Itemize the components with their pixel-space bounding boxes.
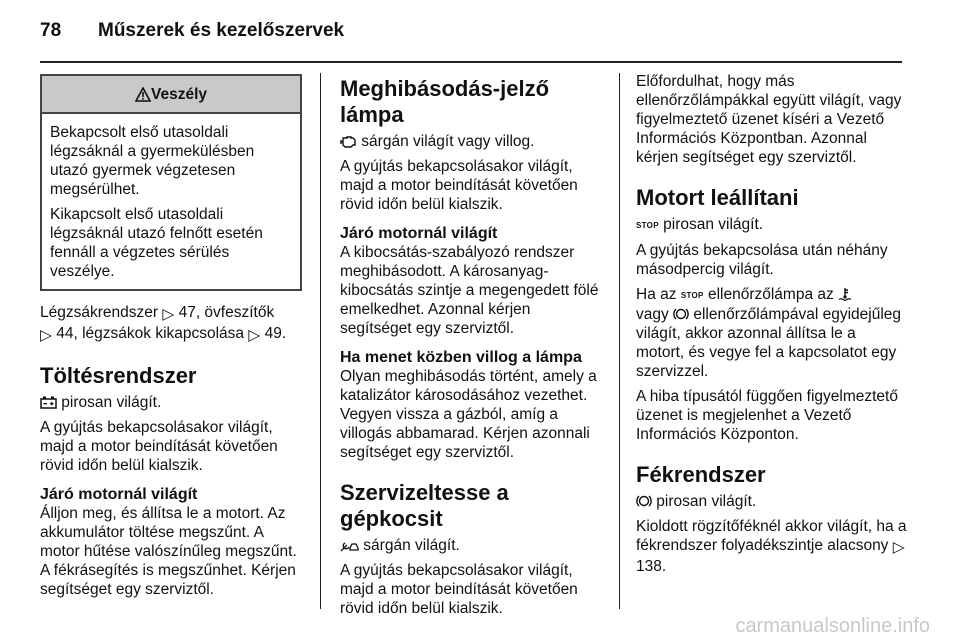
stop-paragraph: A hiba típusától függően figyelmeztető üzenet is megjelenhet a Vezető Információs Központon. — [636, 388, 898, 443]
subheading-engine-running: Járó motornál világít — [340, 225, 498, 242]
charging-paragraph: Álljon meg, és állítsa le a motort. Az akkumulátor töltése megszűnt. A motor hűtése valószínűleg megszűnt. A fékrásegítés is megszűnhet. Kérjen segítséget egy szerviztől. — [40, 505, 297, 598]
coolant-temperature-icon — [838, 287, 852, 301]
malfunction-status-line: sárgán világít vagy villog. — [340, 132, 605, 151]
charging-paragraph: A gyújtás bekapcsolásakor világít, majd a motor beindítását követően rövid időn belül kialszik. — [40, 419, 278, 474]
intro-paragraph: Előfordulhat, hogy más ellenőrzőlámpákkal együtt világít, vagy figyelmeztető üzenet kíséri a Vezető Információs Központban. Azonnal kérjen segítséget egy szerviztől. — [636, 73, 902, 166]
stop-icon: STOP — [680, 291, 704, 300]
service-status-line: sárgán világít. — [340, 536, 605, 555]
column-3 — [636, 72, 908, 582]
battery-icon — [40, 396, 57, 409]
page-header — [40, 14, 344, 48]
watermark: carmanualsonline.info — [735, 615, 930, 637]
subheading-flashing: Ha menet közben villog a lámpa — [340, 349, 582, 366]
stop-paragraph: A gyújtás bekapcsolása után néhány másodpercig világít. — [636, 242, 888, 278]
chapter-title: Műszerek és kezelőszervek — [98, 20, 345, 41]
section-title-service: Szervizeltesse a gépkocsit — [340, 480, 509, 531]
wrench-car-icon — [340, 539, 359, 552]
service-paragraph: A gyújtás bekapcsolásakor világít, majd a motor beindítását követően rövid időn belül kialszik. — [340, 562, 578, 617]
page-ref-arrow-icon: ▷ — [162, 306, 175, 323]
warning-paragraph: Bekapcsolt első utasoldali légzsáknál a gyermekülésben utazó gyermek végzetesen megsérülhet. — [50, 124, 255, 198]
header-divider — [40, 61, 902, 63]
page-ref-arrow-icon: ▷ — [892, 539, 905, 556]
section-title-malfunction: Meghibásodás-jelző lámpa — [340, 76, 550, 127]
warning-header — [42, 76, 300, 114]
subheading-engine-running: Járó motornál világít — [40, 486, 198, 503]
brake-warning-icon — [673, 307, 689, 321]
section-title-brake: Fékrendszer — [636, 462, 766, 487]
warning-body — [42, 114, 300, 289]
malfunction-paragraph: Olyan meghibásodás történt, amely a katalizátor károsodásához vezethet. Vegyen vissza a gázból, amíg a villogás abbamarad. Kérjen azonnali segítséget egy szerviztől. — [340, 368, 597, 461]
brake-warning-icon — [636, 494, 652, 508]
reference-link[interactable]: 47, övfeszítők — [174, 304, 275, 321]
brake-status-line: pirosan világít. — [636, 492, 908, 511]
column-2 — [340, 72, 605, 624]
reference-text: Légzsákrendszer — [40, 304, 163, 321]
warning-title: Veszély — [150, 85, 208, 103]
reference-link[interactable]: 138. — [636, 558, 667, 575]
charging-status-line: pirosan világít. — [40, 393, 302, 412]
stop-paragraph: Ha az STOP ellenőrzőlámpa az vagy ellenőrzőlámpával egyidejűleg világít, akkor azonnal állítsa le a motort, és vegye fel a kapcsolatot egy szervizzel. — [636, 286, 902, 380]
column-1 — [40, 72, 302, 605]
reference-link[interactable]: 44, légzsákok kikapcsolása — [51, 325, 249, 342]
malfunction-paragraph: A kibocsátás-szabályozó rendszer meghibásodott. A károsanyag-kibocsátás szintje a megengedett fölé emelkedhet. Azonnal kérjen segítséget egy szerviztől. — [340, 244, 599, 337]
warning-triangle-icon — [135, 87, 151, 102]
section-title-charging: Töltésrendszer — [40, 363, 197, 388]
column-divider — [619, 73, 620, 609]
brake-paragraph: Kioldott rögzítőféknél akkor világít, ha a fékrendszer folyadékszintje alacsony ▷ 138. — [636, 518, 907, 575]
stop-status-line: STOP pirosan világít. — [636, 216, 764, 233]
stop-icon: STOP — [636, 221, 659, 230]
reference-link[interactable]: 49. — [260, 325, 287, 342]
reference-paragraph — [40, 303, 302, 345]
warning-paragraph: Kikapcsolt első utasoldali légzsáknál utazó felnőtt esetén fennáll a végzetes sérülés veszélye. — [50, 206, 263, 280]
column-divider — [320, 73, 321, 609]
section-title-stop-engine: Motort leállítani — [636, 185, 799, 210]
malfunction-paragraph: A gyújtás bekapcsolásakor világít, majd a motor beindítását követően rövid időn belül kialszik. — [340, 158, 578, 213]
page-ref-arrow-icon: ▷ — [40, 327, 52, 344]
engine-check-icon — [340, 135, 357, 148]
danger-warning-box — [40, 74, 302, 291]
page-ref-arrow-icon: ▷ — [248, 327, 261, 344]
page-number: 78 — [40, 20, 62, 41]
